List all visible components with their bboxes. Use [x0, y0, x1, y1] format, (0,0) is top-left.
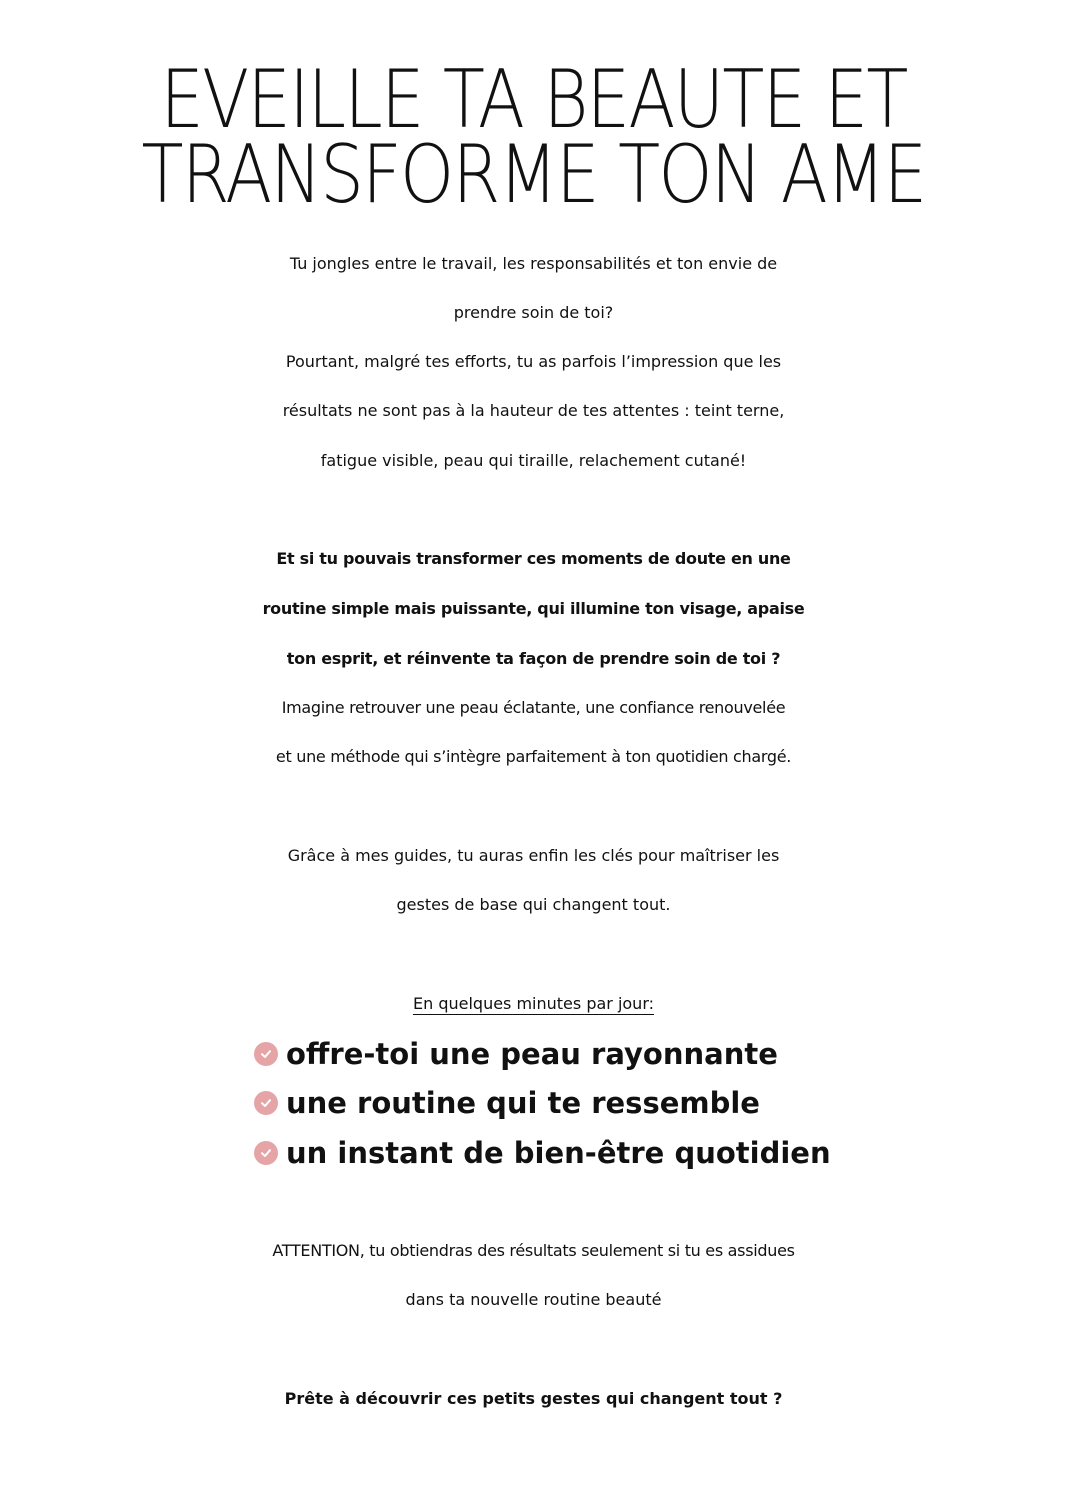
- intro-line: résultats ne sont pas à la hauteur de tes attentes : teint terne,: [282, 401, 785, 420]
- intro-line: prendre soin de toi?: [453, 303, 614, 322]
- intro-line: Pourtant, malgré tes efforts, tu as parfois l’impression que les: [285, 352, 782, 371]
- benefit-label: un instant de bien-être quotidien: [286, 1136, 831, 1170]
- check-circle-icon: [254, 1091, 278, 1115]
- check-circle-icon: [254, 1042, 278, 1066]
- highlight-line: ton esprit, et réinvente ta façon de prendre soin de toi ?: [286, 649, 781, 668]
- guides-line: gestes de base qui changent tout.: [396, 895, 671, 914]
- benefit-item: [254, 1029, 778, 1079]
- benefits-heading: En quelques minutes par jour:: [412, 994, 655, 1013]
- imagine-line: et une méthode qui s’intègre parfaitement à ton quotidien chargé.: [275, 747, 792, 766]
- attention-line: ATTENTION, tu obtiendras des résultats seulement si tu es assidues: [272, 1241, 795, 1260]
- intro-line: fatigue visible, peau qui tiraille, relachement cutané!: [320, 451, 747, 470]
- closing-question: Prête à découvrir ces petits gestes qui changent tout ?: [284, 1389, 783, 1408]
- highlight-line: Et si tu pouvais transformer ces moments de doute en une: [276, 549, 791, 568]
- page-title-line-1: EVEILLE TA BEAUTE ET: [160, 53, 907, 146]
- imagine-line: Imagine retrouver une peau éclatante, une confiance renouvelée: [281, 698, 786, 717]
- intro-line: Tu jongles entre le travail, les responsabilités et ton envie de: [289, 254, 778, 273]
- benefit-label: une routine qui te ressemble: [286, 1086, 760, 1120]
- benefit-item: [254, 1128, 831, 1178]
- guides-line: Grâce à mes guides, tu auras enfin les clés pour maîtriser les: [287, 846, 780, 865]
- attention-line: dans ta nouvelle routine beauté: [405, 1290, 662, 1309]
- page-title-line-2: TRANSFORME TON AME: [141, 128, 926, 221]
- highlight-line: routine simple mais puissante, qui illumine ton visage, apaise: [262, 599, 805, 618]
- check-circle-icon: [254, 1141, 278, 1165]
- benefit-item: [254, 1078, 760, 1128]
- benefit-label: offre-toi une peau rayonnante: [286, 1037, 778, 1071]
